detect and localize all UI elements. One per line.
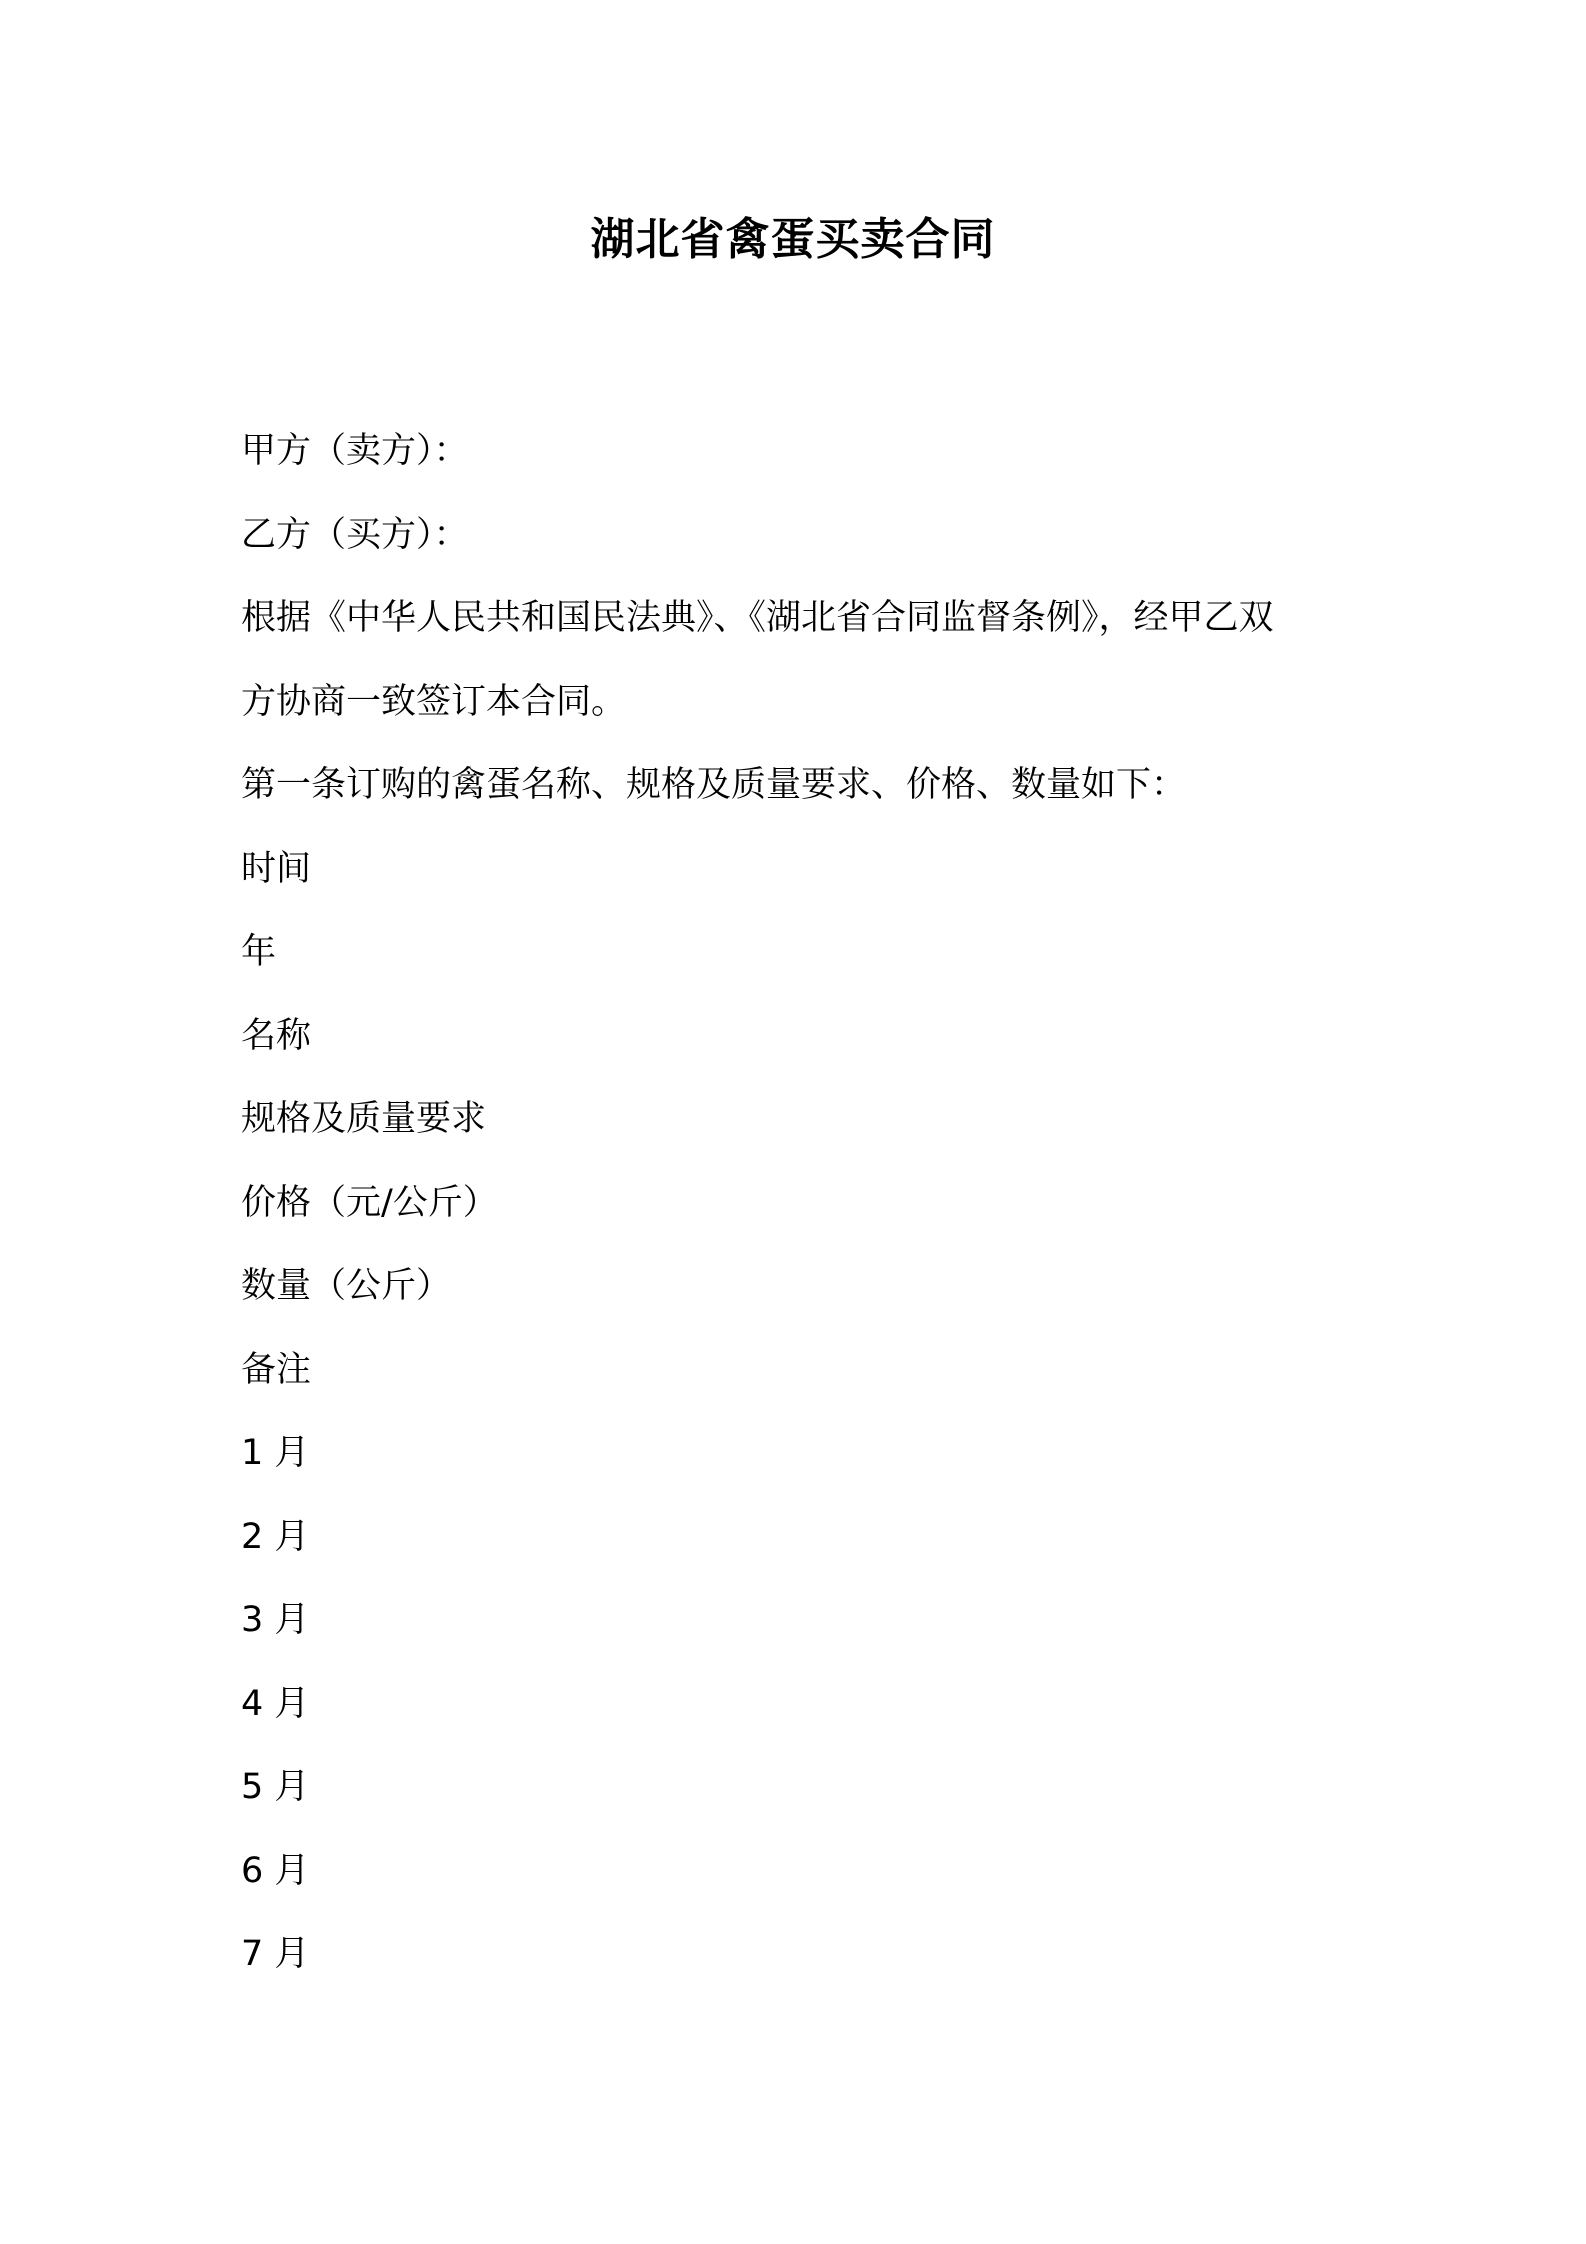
article-1-heading: 第一条订购的禽蛋名称、规格及质量要求、价格、数量如下： — [241, 765, 1187, 805]
party-b-line: 乙方（买方）： — [241, 514, 469, 555]
preamble-line-2: 方协商一致签订本合同。 — [241, 681, 627, 722]
field-quantity: 数量（公斤） — [241, 1266, 452, 1306]
month-3: 3 月 — [241, 1600, 310, 1640]
month-1: 1 月 — [241, 1433, 310, 1473]
field-remarks: 备注 — [241, 1349, 312, 1390]
field-year: 年 — [241, 932, 277, 972]
month-6: 6 月 — [241, 1850, 310, 1891]
month-7: 7 月 — [241, 1934, 310, 1974]
document-title: 湖北省禽蛋买卖合同 — [590, 214, 996, 265]
month-4: 4 月 — [241, 1683, 310, 1724]
party-a-line: 甲方（卖方）： — [241, 431, 469, 471]
month-2: 2 月 — [241, 1516, 310, 1557]
month-5: 5 月 — [241, 1767, 310, 1807]
field-price: 价格（元/公斤） — [241, 1182, 498, 1223]
document-body — [241, 410, 1351, 1997]
preamble-line-1: 根据《中华人民共和国民法典》、《湖北省合同监督条例》，经甲乙双 — [241, 598, 1274, 638]
field-name: 名称 — [241, 1015, 312, 1056]
field-spec-quality: 规格及质量要求 — [241, 1099, 487, 1139]
field-time: 时间 — [241, 848, 312, 889]
